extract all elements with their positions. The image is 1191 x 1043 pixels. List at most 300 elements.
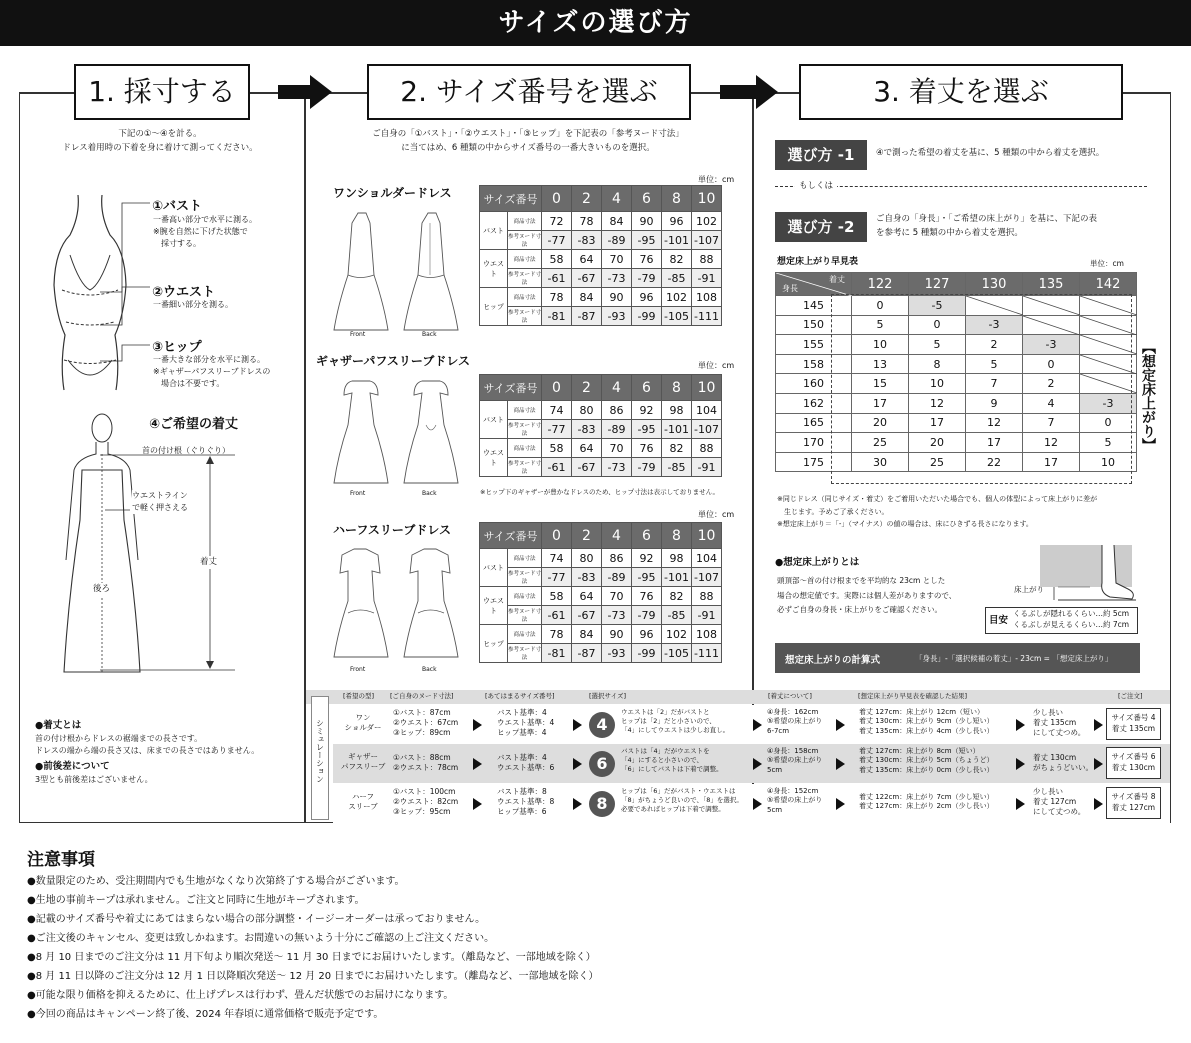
height-cell: 145 [776, 296, 852, 316]
size-value-cell: -73 [602, 606, 632, 625]
sim-header-length: [着丈について] [768, 692, 812, 700]
floor-table-title: 想定床上がり早見表 [777, 257, 859, 267]
floor-rise-cell: 10 [909, 374, 966, 394]
sim-nude: ①バスト：87cm ②ウエスト：67cm ③ヒップ：89cm [393, 708, 459, 738]
method-2-badge: 選び方 -2 [775, 212, 867, 242]
sim-nude: ①バスト：88cm ②ウエスト：78cm [393, 753, 459, 773]
size-value-cell: 86 [602, 401, 632, 420]
arrow-icon [753, 798, 762, 810]
step-1-box: 1. 採寸する [74, 64, 250, 120]
floor-rise-cell: 5 [909, 335, 966, 355]
sim-length: ④身長：158cm ⑤希望の床上がり 5cm [767, 747, 823, 774]
measure-group-label: ウエスト [480, 439, 508, 477]
floor-rise-cell: 20 [852, 413, 909, 433]
floor-rise-cell: 25 [852, 433, 909, 453]
size-value-cell: 58 [542, 250, 572, 269]
sim-fit: バスト基準：8 ウエスト基準：8 ヒップ基準：6 [497, 787, 555, 817]
sim-reason: バストは「4」だがウエストを 「4」にすると小さいので、 「6」にしてバストは下着で調整。 [621, 747, 723, 773]
height-cell: 150 [776, 315, 852, 335]
sim-reason: ウエストは「2」だがバストと ヒップは「2」だと小さいので、 「4」にしてウエストは少しお直し。 [621, 708, 730, 734]
size-value-cell: 98 [662, 401, 692, 420]
size-table-1 [479, 185, 722, 326]
floor-rise-cell: 30 [852, 452, 909, 472]
back-view-label: Back [422, 331, 437, 338]
size-value-cell: -79 [632, 606, 662, 625]
measure-type-label: 商品寸法 [508, 401, 542, 420]
size-value-cell: 104 [692, 401, 722, 420]
measure-group-label: ヒップ [480, 288, 508, 326]
sim-header-type: [希望の型] [343, 692, 375, 700]
sim-type: ギャザー パフスリーブ [341, 752, 386, 772]
height-cell: 162 [776, 393, 852, 413]
size-number: 2 [572, 523, 602, 549]
floor-rise-cell: 13 [852, 354, 909, 374]
size-value-cell: -99 [632, 644, 662, 663]
size-value-cell: -111 [692, 307, 722, 326]
size-value-cell: 88 [692, 250, 722, 269]
method-2-desc: ご自身の「身長」・「ご希望の床上がり」を基に、下記の表 を参考に 5 種類の中から着丈を選択。 [876, 214, 1098, 238]
size-value-cell: -95 [632, 231, 662, 250]
size-value-cell: 82 [662, 439, 692, 458]
measure-type-label: 参考ヌード寸法 [508, 420, 542, 439]
size-value-cell: 98 [662, 549, 692, 568]
waist-desc: 一番細い部分を測る。 [153, 300, 233, 309]
sim-reason: ヒップは「6」だがバスト・ウエストは 「8」がちょうど良いので、「8」を選択。 必要であればヒップは下着で調整。 [621, 787, 743, 813]
floor-rise-cell: -5 [909, 296, 966, 316]
size-value-cell: 84 [602, 212, 632, 231]
size-value-cell: -101 [662, 231, 692, 250]
size-value-cell: -61 [542, 606, 572, 625]
size-value-cell: -67 [572, 458, 602, 477]
size-value-cell: -107 [692, 231, 722, 250]
step-2-box: 2. サイズ番号を選ぶ [367, 64, 691, 120]
arrow-icon [753, 719, 762, 731]
size-value-cell: 70 [602, 250, 632, 269]
floor-rise-cell: 5 [966, 354, 1023, 374]
front-label: Front [350, 331, 366, 338]
floor-rise-cell: 20 [909, 433, 966, 453]
method-1-badge: 選び方 -1 [775, 140, 867, 170]
size-value-cell: -85 [662, 269, 692, 288]
floor-rise-cell: -3 [966, 315, 1023, 335]
size-value-cell: -89 [602, 231, 632, 250]
size-value-cell: 74 [542, 401, 572, 420]
floor-rise-cell: 0 [909, 315, 966, 335]
length-header: 122 [852, 273, 909, 296]
waistline-label: ウエストライン で軽く押さえる [132, 491, 188, 512]
sim-length: ④身長：162cm ⑤希望の床上がり 6-7cm [767, 708, 823, 735]
floor-rise-cell: 9 [966, 393, 1023, 413]
size-value-cell: 104 [692, 549, 722, 568]
floor-rise-cell: 7 [966, 374, 1023, 394]
size-value-cell: 84 [572, 625, 602, 644]
length-title: ④ご希望の着丈 [149, 417, 239, 432]
floor-rise-cell: 4 [1023, 393, 1080, 413]
floor-table-unit: 単位：cm [1090, 259, 1124, 268]
size-value-cell: 76 [632, 587, 662, 606]
notes-item: ●今回の商品はキャンペーン終了後、2024 年春頃に通常価格で販売予定です。 [27, 1009, 384, 1020]
notes-item: ●8 月 11 日以降のご注文分は 12 月 1 日以降順次発送〜 12 月 20 日までにお届けいたします。（離島など、一部地域を除く） [27, 971, 599, 982]
arrow-icon [573, 719, 582, 731]
size-value-cell: -95 [632, 420, 662, 439]
simulation-row [333, 784, 1170, 823]
size-value-cell: -87 [572, 644, 602, 663]
dress-title-1: ワンショルダードレス [333, 186, 452, 200]
floor-rise-cell: 12 [909, 393, 966, 413]
notes-item: ●生地の事前キープは承れません。ご注文と同時に生地がキープされます。 [27, 895, 365, 906]
size-value-cell: 64 [572, 587, 602, 606]
floor-rise-cell: 0 [1023, 354, 1080, 374]
simulation-side: シミュレーション [311, 696, 329, 820]
back-label: 後ろ [93, 584, 111, 594]
size-value-cell: 78 [542, 288, 572, 307]
size-value-cell: -67 [572, 606, 602, 625]
size-value-cell: 64 [572, 250, 602, 269]
length-header: 142 [1080, 273, 1137, 296]
size-value-cell: -95 [632, 568, 662, 587]
size-number: 0 [542, 375, 572, 401]
height-cell: 170 [776, 433, 852, 453]
sim-header-order: [ご注文] [1118, 692, 1143, 700]
size-table-2 [479, 374, 722, 477]
size-number: 2 [572, 375, 602, 401]
size-value-cell: -83 [572, 420, 602, 439]
sim-type: ハーフ スリーブ [348, 792, 378, 812]
size-value-cell: 84 [572, 288, 602, 307]
size-table [479, 522, 722, 663]
size-value-cell: 96 [632, 625, 662, 644]
size-header: サイズ番号 [480, 375, 542, 401]
size-value-cell: -101 [662, 420, 692, 439]
size-value-cell: -107 [692, 420, 722, 439]
size-value-cell: 74 [542, 549, 572, 568]
size-value-cell: -105 [662, 307, 692, 326]
notes-title: 注意事項 [27, 850, 95, 870]
size-value-cell: 90 [632, 212, 662, 231]
size-value-cell: -85 [662, 606, 692, 625]
sim-decision: 少し長い 着丈 135cm にして丈つめ。 [1033, 708, 1086, 738]
measure-type-label: 商品寸法 [508, 250, 542, 269]
size-value-cell: -83 [572, 568, 602, 587]
sim-fit: バスト基準：4 ウエスト基準：4 ヒップ基準：4 [497, 708, 555, 738]
floor-rise-cell: 15 [852, 374, 909, 394]
bust-desc: 一番高い部分で水平に測る。 ※腕を自然に下げた状態で 採寸する。 [153, 215, 257, 248]
size-value-cell: 108 [692, 288, 722, 307]
sim-header-nude: [ご自身のヌード寸法] [390, 692, 454, 700]
size-value-cell: 90 [602, 288, 632, 307]
size-number: 10 [692, 186, 722, 212]
order-box: サイズ番号 6 着丈 130cm [1106, 747, 1161, 779]
size-value-cell: 80 [572, 401, 602, 420]
floor-about-title: ●想定床上がりとは [775, 557, 860, 568]
size-header: サイズ番号 [480, 186, 542, 212]
size-value-cell: -81 [542, 307, 572, 326]
size-number: 4 [602, 523, 632, 549]
measure-type-label: 参考ヌード寸法 [508, 307, 542, 326]
floor-rise-cell: 17 [966, 433, 1023, 453]
size-value-cell: 82 [662, 587, 692, 606]
arrow-icon [473, 719, 482, 731]
step1-intro: 下記の①〜④を計る。 ドレス着用時の下着を身に着けて測ってください。 [62, 129, 258, 153]
size-value-cell: 92 [632, 401, 662, 420]
sim-header-size: [選択サイズ] [589, 692, 627, 700]
size-value-cell: -91 [692, 606, 722, 625]
measure-type-label: 参考ヌード寸法 [508, 606, 542, 625]
arrow-icon [1016, 719, 1025, 731]
selected-size-badge: 4 [589, 712, 615, 738]
floor-rise-cell: 12 [1023, 433, 1080, 453]
size-value-cell: -89 [602, 568, 632, 587]
size-value-cell: -79 [632, 458, 662, 477]
size-table [479, 374, 722, 477]
length-about: ●着丈とは 首の付け根からドレスの裾端までの長さです。 ドレスの端から端の長さ又は、床までの長さではありません。 ●前後差について 3型とも前後差はございません。 [35, 720, 260, 785]
size-value-cell: -111 [692, 644, 722, 663]
floor-rise-cell: 2 [1023, 374, 1080, 394]
size-value-cell: 88 [692, 587, 722, 606]
measure-type-label: 参考ヌード寸法 [508, 458, 542, 477]
size-value-cell: 72 [542, 212, 572, 231]
floor-rise-cell: 8 [909, 354, 966, 374]
height-cell: 158 [776, 354, 852, 374]
size-value-cell: 76 [632, 250, 662, 269]
floor-rise-cell: 10 [852, 335, 909, 355]
hip-title: ③ヒップ [152, 340, 202, 355]
page-title: サイズの選び方 [0, 0, 1191, 46]
foot-illustration [1040, 545, 1140, 605]
length-label: 着丈 [200, 557, 218, 567]
size-value-cell: -93 [602, 644, 632, 663]
notes-item: ●可能な限り価格を抑えるために、仕上げプレスは行わず、畳んだ状態でのお届けになります。 [27, 990, 454, 1001]
size-value-cell: -83 [572, 231, 602, 250]
waist-title: ②ウエスト [152, 285, 216, 300]
step-3-box: 3. 着丈を選ぶ [799, 64, 1123, 120]
size-number: 8 [662, 375, 692, 401]
arrow-icon [1016, 758, 1025, 770]
size-value-cell: 78 [542, 625, 572, 644]
step2-intro: ご自身の「①バスト」・「②ウエスト」・「③ヒップ」を下記表の「参考ヌード寸法」 に当てはめ、6 種類の中からサイズ番号の一番大きいものを選択。 [372, 129, 684, 153]
size-number: 8 [662, 523, 692, 549]
size-value-cell: 86 [602, 549, 632, 568]
sim-result: 着丈 127cm：床上がり 12cm（短い） 着丈 130cm：床上がり 9cm（少し短い） 着丈 135cm：床上がり 4cm（少し長い） [859, 708, 994, 735]
floor-rise-cell: 0 [852, 296, 909, 316]
simulation-row [333, 744, 1170, 783]
unit-label: 単位：cm [698, 175, 735, 184]
back-view-label: Back [422, 490, 437, 497]
floor-rise-cell: -3 [1023, 335, 1080, 355]
arrow-icon [1094, 758, 1103, 770]
measure-group-label: バスト [480, 212, 508, 250]
arrow-icon [836, 719, 845, 731]
size-value-cell: 102 [662, 288, 692, 307]
measure-type-label: 商品寸法 [508, 212, 542, 231]
notes-item: ●8 月 10 日までのご注文分は 11 月下旬より順次発送〜 11 月 30 日までにお届けいたします。（離島など、一部地域を除く） [27, 952, 596, 963]
sim-type: ワン ショルダー [344, 713, 382, 733]
height-cell: 160 [776, 374, 852, 394]
size-value-cell: 64 [572, 439, 602, 458]
floor-notes: ※同じドレス（同じサイズ・着丈）をご着用いただいた場合でも、個人の体型によって床上がりに差が 生じます。予めご了承ください。 ※想定床上がり＝「-」（マイナス）の値の場合は、床にひきずる長さになります。 [777, 495, 1098, 529]
measure-group-label: バスト [480, 549, 508, 587]
size-number: 8 [662, 186, 692, 212]
size-value-cell: 102 [692, 212, 722, 231]
arrow-1-shaft [278, 85, 312, 99]
size-value-cell: -73 [602, 269, 632, 288]
measure-group-label: ウエスト [480, 587, 508, 625]
dress-illustration-3 [330, 543, 465, 663]
sim-decision: 少し長い 着丈 127cm にして丈つめ。 [1033, 787, 1086, 817]
length-lines [100, 450, 240, 675]
floor-rise-label: 床上がり [1014, 585, 1044, 594]
size-value-cell: -73 [602, 458, 632, 477]
size-value-cell: 80 [572, 549, 602, 568]
size-value-cell: -101 [662, 568, 692, 587]
guide-lines: くるぶしが隠れるくらい…約 5cm くるぶしが見えるくらい…約 7cm [1013, 609, 1130, 629]
sim-result: 着丈 127cm：床上がり 8cm（短い） 着丈 130cm：床上がり 5cm（ちょうど） 着丈 135cm：床上がり 0cm（少し長い） [859, 747, 994, 774]
measure-type-label: 参考ヌード寸法 [508, 568, 542, 587]
size-value-cell: 108 [692, 625, 722, 644]
size-table [479, 185, 722, 326]
hip-desc: 一番大きな部分を水平に測る。 ※ギャザーパフスリーブドレスの 場合は不要です。 [153, 355, 271, 388]
arrow-icon [836, 798, 845, 810]
size-value-cell: -89 [602, 420, 632, 439]
back-view-label: Back [422, 666, 437, 673]
floor-rise-cell: 2 [966, 335, 1023, 355]
floor-rise-cell: 22 [966, 452, 1023, 472]
floor-rise-cell: -3 [1080, 393, 1137, 413]
or-label: もしくは [795, 180, 837, 194]
size-value-cell: -61 [542, 269, 572, 288]
size-number: 10 [692, 375, 722, 401]
front-label: Front [350, 490, 366, 497]
notes-item: ●ご注文後のキャンセル、変更は致しかねます。お間違いの無いよう十分にご確認の上ご注文ください。 [27, 933, 495, 944]
floor-rise-cell: 7 [1023, 413, 1080, 433]
size-number: 6 [632, 523, 662, 549]
sim-result: 着丈 122cm：床上がり 7cm（少し短い） 着丈 127cm：床上がり 2cm（少し長い） [859, 793, 994, 811]
unit-label: 単位：cm [698, 510, 735, 519]
size-value-cell: -107 [692, 568, 722, 587]
size-number: 6 [632, 375, 662, 401]
length-header: 127 [909, 273, 966, 296]
size-value-cell: 78 [572, 212, 602, 231]
dress-title-3: ハーフスリーブドレス [333, 523, 451, 537]
size-value-cell: -105 [662, 644, 692, 663]
size-value-cell: -87 [572, 307, 602, 326]
size-value-cell: 96 [662, 212, 692, 231]
floor-rise-cell: 17 [909, 413, 966, 433]
formula-box: 想定床上がりの計算式 「身長」-「選択候補の着丈」- 23cm = 「想定床上がり」 [775, 643, 1140, 673]
unit-label: 単位：cm [698, 361, 735, 370]
size-header: サイズ番号 [480, 523, 542, 549]
measure-type-label: 商品寸法 [508, 625, 542, 644]
size-value-cell: 70 [602, 587, 632, 606]
floor-rise-cell: 17 [1023, 452, 1080, 472]
size-value-cell: 88 [692, 439, 722, 458]
measure-group-label: バスト [480, 401, 508, 439]
size-value-cell: 92 [632, 549, 662, 568]
measure-group-label: ウエスト [480, 250, 508, 288]
size-value-cell: -91 [692, 458, 722, 477]
size-value-cell: 82 [662, 250, 692, 269]
size-value-cell: -93 [602, 307, 632, 326]
measure-group-label: ヒップ [480, 625, 508, 663]
measure-type-label: 商品寸法 [508, 587, 542, 606]
dress-title-2: ギャザーパフスリーブドレス [316, 354, 470, 368]
size-value-cell: 58 [542, 587, 572, 606]
bust-title: ①バスト [152, 199, 203, 214]
dress-illustration-2 [330, 375, 465, 490]
size-value-cell: 90 [602, 625, 632, 644]
method-1-desc: ④で測った希望の着丈を基に、5 種類の中から着丈を選択。 [876, 148, 1105, 158]
divider-1 [304, 92, 306, 823]
size-value-cell: -79 [632, 269, 662, 288]
notes-list [27, 872, 599, 1024]
dress-illustration-1 [330, 205, 465, 340]
floor-rise-cell: 10 [1080, 452, 1137, 472]
size-value-cell: 96 [632, 288, 662, 307]
size-number: 2 [572, 186, 602, 212]
sim-header-result: [想定床上がり早見表を確認した結果] [858, 692, 968, 700]
size-value-cell: -81 [542, 644, 572, 663]
length-header: 130 [966, 273, 1023, 296]
measure-type-label: 商品寸法 [508, 288, 542, 307]
height-cell: 175 [776, 452, 852, 472]
guide-label: 目安 [989, 615, 1009, 626]
size-value-cell: -77 [542, 568, 572, 587]
size-number: 0 [542, 186, 572, 212]
size-value-cell: -77 [542, 420, 572, 439]
length-header: 135 [1023, 273, 1080, 296]
floor-rise-cell: 12 [966, 413, 1023, 433]
floor-rise-cell: 0 [1080, 413, 1137, 433]
floor-rise-cell: 17 [852, 393, 909, 413]
size-value-cell: -85 [662, 458, 692, 477]
height-cell: 165 [776, 413, 852, 433]
leader-lines [100, 195, 155, 365]
order-box: サイズ番号 4 着丈 135cm [1106, 708, 1161, 740]
size-value-cell: 102 [662, 625, 692, 644]
order-box: サイズ番号 8 着丈 127cm [1106, 787, 1161, 819]
neck-label: 首の付け根（ぐりぐり） [142, 446, 230, 455]
size-value-cell: -67 [572, 269, 602, 288]
sim-fit: バスト基準：4 ウエスト基準：6 [497, 753, 555, 773]
notes-item: ●記載のサイズ番号や着丈にあてはまらない場合の部分調整・イージーオーダーは承っておりません。 [27, 914, 486, 925]
floor-side-label: 【想定床上がり】 [1140, 340, 1156, 452]
size-number: 6 [632, 186, 662, 212]
size-table-3 [479, 522, 722, 663]
selected-size-badge: 8 [589, 791, 615, 817]
measure-type-label: 商品寸法 [508, 439, 542, 458]
size-number: 10 [692, 523, 722, 549]
simulation-row [333, 705, 1170, 744]
height-cell: 155 [776, 335, 852, 355]
arrow-2-shaft [720, 85, 758, 99]
arrow-icon [836, 758, 845, 770]
arrow-icon [1094, 798, 1103, 810]
arrow-icon [473, 758, 482, 770]
arrow-icon [573, 758, 582, 770]
sim-length: ④身長：152cm ⑤希望の床上がり 5cm [767, 787, 823, 814]
arrow-right-icon [756, 75, 778, 109]
size-value-cell: -61 [542, 458, 572, 477]
size-value-cell: 58 [542, 439, 572, 458]
size-number: 4 [602, 186, 632, 212]
floor-about-desc: 頭頂部〜首の付け根までを平均的な 23cm とした 場合の想定値です。実際には個人差がありますので、 必ずご自身の身長・床上がりをご確認ください。 [777, 576, 957, 615]
arrow-icon [1094, 719, 1103, 731]
size-value-cell: 76 [632, 439, 662, 458]
sim-header-fit: [あてはまるサイズ番号] [485, 692, 555, 700]
size-value-cell: -91 [692, 269, 722, 288]
floor-table-corner: 着丈 身長 [776, 273, 852, 296]
selected-size-badge: 6 [589, 751, 615, 777]
